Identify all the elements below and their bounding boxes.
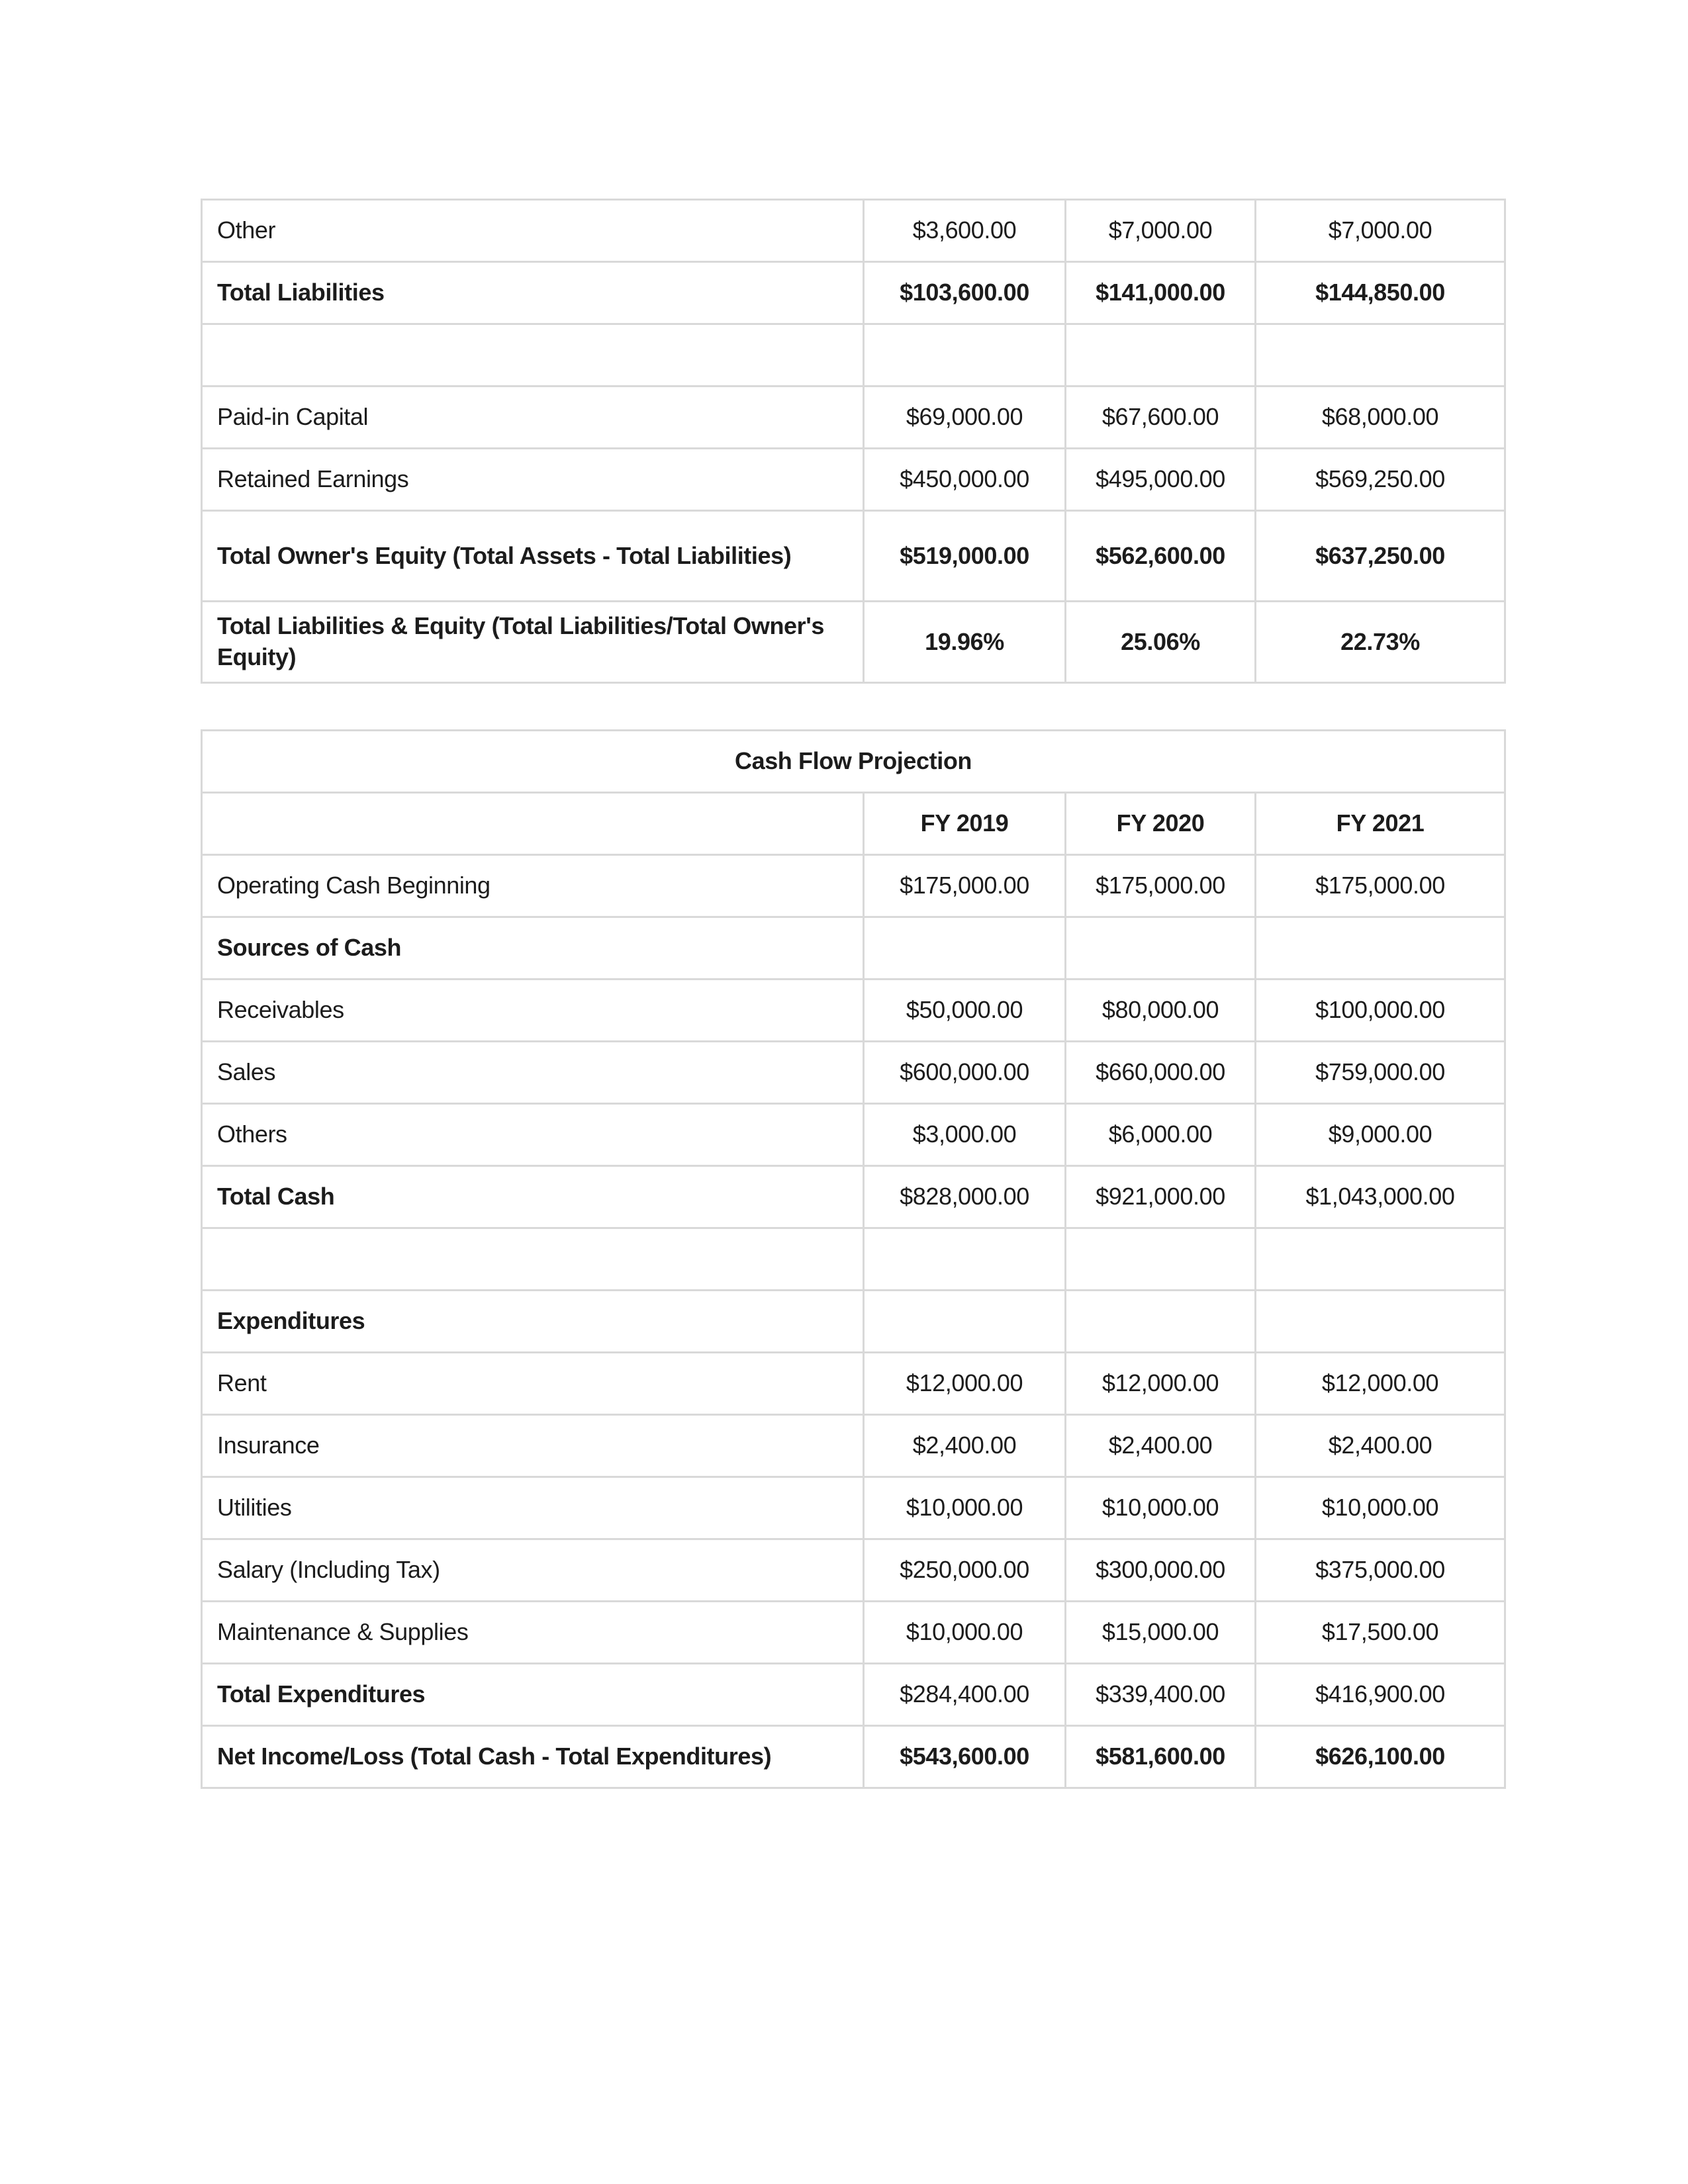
value-cell: 19.96% xyxy=(864,602,1066,683)
value-cell: $626,100.00 xyxy=(1256,1726,1505,1788)
row-label: Sources of Cash xyxy=(202,917,864,979)
table-row-total-liabilities xyxy=(202,262,1505,324)
value-cell: $10,000.00 xyxy=(1256,1477,1505,1539)
row-label: Expenditures xyxy=(202,1291,864,1353)
value-cell: 22.73% xyxy=(1256,602,1505,683)
row-label: Total Liabilities & Equity (Total Liabilities/Total Owner's Equity) xyxy=(202,602,864,683)
value-cell: $69,000.00 xyxy=(864,387,1066,449)
column-header: FY 2021 xyxy=(1256,793,1505,855)
liabilities-equity-table xyxy=(201,199,1506,684)
row-label xyxy=(202,324,864,387)
value-cell: $12,000.00 xyxy=(1066,1353,1256,1415)
row-label: Maintenance & Supplies xyxy=(202,1602,864,1664)
table-row xyxy=(202,387,1505,449)
table-row-total-owners-equity xyxy=(202,511,1505,602)
row-label: Operating Cash Beginning xyxy=(202,855,864,917)
value-cell: $1,043,000.00 xyxy=(1256,1166,1505,1228)
value-cell: $375,000.00 xyxy=(1256,1539,1505,1602)
row-label: Total Cash xyxy=(202,1166,864,1228)
table-title-row xyxy=(202,731,1505,793)
row-label: Paid-in Capital xyxy=(202,387,864,449)
table-header-row xyxy=(202,793,1505,855)
table-row-expenditures-header xyxy=(202,1291,1505,1353)
value-cell: $2,400.00 xyxy=(1066,1415,1256,1477)
row-label: Total Liabilities xyxy=(202,262,864,324)
value-cell: $637,250.00 xyxy=(1256,511,1505,602)
table-row-empty xyxy=(202,324,1505,387)
row-label: Net Income/Loss (Total Cash - Total Expenditures) xyxy=(202,1726,864,1788)
value-cell: $7,000.00 xyxy=(1066,200,1256,262)
value-cell: $12,000.00 xyxy=(864,1353,1066,1415)
value-cell: $300,000.00 xyxy=(1066,1539,1256,1602)
row-label: Retained Earnings xyxy=(202,449,864,511)
value-cell: $3,600.00 xyxy=(864,200,1066,262)
table-row xyxy=(202,1477,1505,1539)
column-header: FY 2020 xyxy=(1066,793,1256,855)
value-cell: $759,000.00 xyxy=(1256,1042,1505,1104)
value-cell: $543,600.00 xyxy=(864,1726,1066,1788)
value-cell xyxy=(1066,1228,1256,1291)
value-cell: $10,000.00 xyxy=(864,1602,1066,1664)
value-cell: $519,000.00 xyxy=(864,511,1066,602)
value-cell: $144,850.00 xyxy=(1256,262,1505,324)
table-row-total-cash xyxy=(202,1166,1505,1228)
table-row xyxy=(202,1104,1505,1166)
table-row xyxy=(202,1042,1505,1104)
value-cell xyxy=(1256,917,1505,979)
row-label: Sales xyxy=(202,1042,864,1104)
value-cell: $10,000.00 xyxy=(1066,1477,1256,1539)
value-cell: $562,600.00 xyxy=(1066,511,1256,602)
value-cell: $68,000.00 xyxy=(1256,387,1505,449)
column-header: FY 2019 xyxy=(864,793,1066,855)
value-cell: $10,000.00 xyxy=(864,1477,1066,1539)
table-row xyxy=(202,1539,1505,1602)
value-cell: $175,000.00 xyxy=(1256,855,1505,917)
value-cell: $6,000.00 xyxy=(1066,1104,1256,1166)
row-label: Utilities xyxy=(202,1477,864,1539)
header-empty-cell xyxy=(202,793,864,855)
value-cell: $284,400.00 xyxy=(864,1664,1066,1726)
row-label: Salary (Including Tax) xyxy=(202,1539,864,1602)
table-row-total-liabilities-equity xyxy=(202,602,1505,683)
cash-flow-projection-table xyxy=(201,729,1506,1789)
value-cell: $416,900.00 xyxy=(1256,1664,1505,1726)
table-title: Cash Flow Projection xyxy=(202,731,1505,793)
value-cell xyxy=(864,324,1066,387)
value-cell: $7,000.00 xyxy=(1256,200,1505,262)
table-row xyxy=(202,449,1505,511)
value-cell: $250,000.00 xyxy=(864,1539,1066,1602)
value-cell: $581,600.00 xyxy=(1066,1726,1256,1788)
value-cell: $67,600.00 xyxy=(1066,387,1256,449)
value-cell: $15,000.00 xyxy=(1066,1602,1256,1664)
row-label: Rent xyxy=(202,1353,864,1415)
table-row-empty xyxy=(202,1228,1505,1291)
value-cell: $569,250.00 xyxy=(1256,449,1505,511)
value-cell: $80,000.00 xyxy=(1066,979,1256,1042)
row-label: Other xyxy=(202,200,864,262)
table-row xyxy=(202,1415,1505,1477)
value-cell xyxy=(1256,1291,1505,1353)
value-cell xyxy=(864,917,1066,979)
value-cell: $103,600.00 xyxy=(864,262,1066,324)
value-cell xyxy=(1066,917,1256,979)
value-cell: $9,000.00 xyxy=(1256,1104,1505,1166)
value-cell xyxy=(864,1291,1066,1353)
value-cell: $921,000.00 xyxy=(1066,1166,1256,1228)
value-cell: $495,000.00 xyxy=(1066,449,1256,511)
value-cell: $175,000.00 xyxy=(864,855,1066,917)
value-cell: $2,400.00 xyxy=(864,1415,1066,1477)
table-row-sources-of-cash xyxy=(202,917,1505,979)
table-row xyxy=(202,979,1505,1042)
table-row xyxy=(202,1602,1505,1664)
table-row-net-income-loss xyxy=(202,1726,1505,1788)
value-cell: $100,000.00 xyxy=(1256,979,1505,1042)
value-cell: $2,400.00 xyxy=(1256,1415,1505,1477)
row-label: Others xyxy=(202,1104,864,1166)
row-label xyxy=(202,1228,864,1291)
table-row xyxy=(202,1353,1505,1415)
value-cell: $141,000.00 xyxy=(1066,262,1256,324)
value-cell xyxy=(1066,324,1256,387)
row-label: Total Owner's Equity (Total Assets - Total Liabilities) xyxy=(202,511,864,602)
value-cell: $339,400.00 xyxy=(1066,1664,1256,1726)
value-cell: $450,000.00 xyxy=(864,449,1066,511)
value-cell: $175,000.00 xyxy=(1066,855,1256,917)
value-cell: $3,000.00 xyxy=(864,1104,1066,1166)
value-cell: $828,000.00 xyxy=(864,1166,1066,1228)
value-cell: 25.06% xyxy=(1066,602,1256,683)
table-row xyxy=(202,855,1505,917)
value-cell: $50,000.00 xyxy=(864,979,1066,1042)
value-cell: $600,000.00 xyxy=(864,1042,1066,1104)
value-cell: $12,000.00 xyxy=(1256,1353,1505,1415)
value-cell: $17,500.00 xyxy=(1256,1602,1505,1664)
row-label: Receivables xyxy=(202,979,864,1042)
row-label: Total Expenditures xyxy=(202,1664,864,1726)
value-cell xyxy=(1256,324,1505,387)
table-row-total-expenditures xyxy=(202,1664,1505,1726)
value-cell: $660,000.00 xyxy=(1066,1042,1256,1104)
value-cell xyxy=(864,1228,1066,1291)
table-row xyxy=(202,200,1505,262)
value-cell xyxy=(1256,1228,1505,1291)
value-cell xyxy=(1066,1291,1256,1353)
row-label: Insurance xyxy=(202,1415,864,1477)
